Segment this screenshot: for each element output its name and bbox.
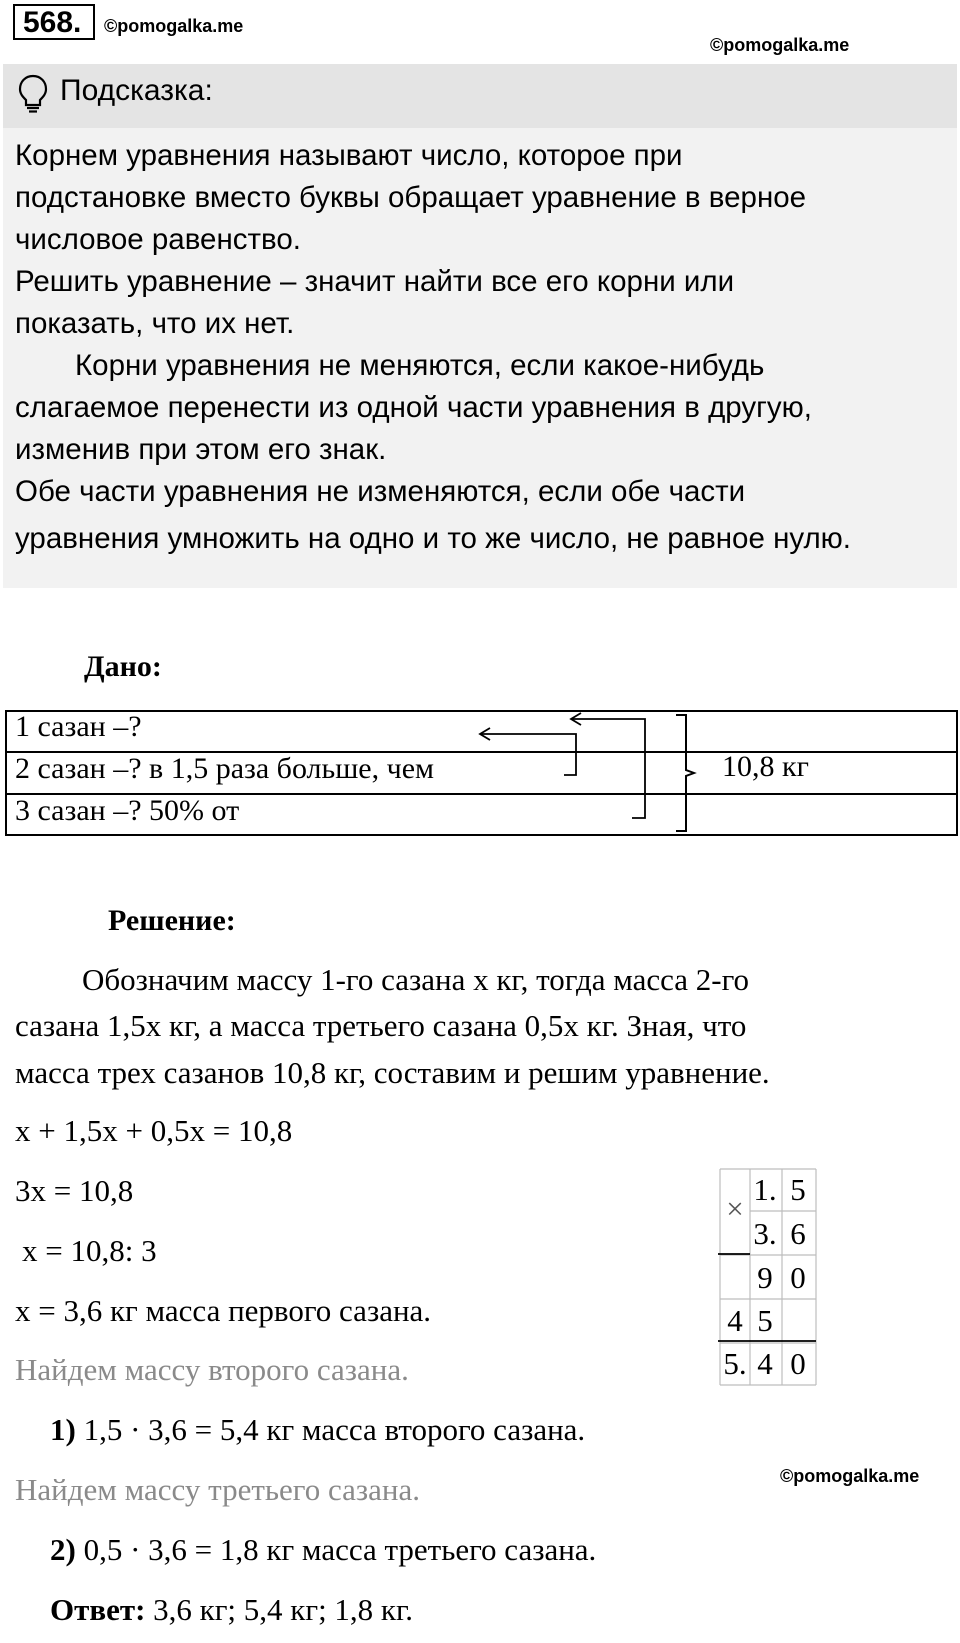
equation: 3x = 10,8 — [15, 1173, 134, 1208]
multiply-sign: × — [726, 1191, 744, 1226]
digit-cell: 5 — [790, 1172, 806, 1207]
digit-cell: 1. — [753, 1172, 777, 1207]
solution-paragraph-line: сазана 1,5x кг, а масса третьего сазана 0,5x кг. Зная, что — [15, 1008, 747, 1043]
step-number: 1) — [50, 1412, 76, 1447]
watermark: ©pomogalka.me — [710, 35, 850, 55]
solution-paragraph-line: Обозначим массу 1-го сазана x кг, тогда масса 2-го — [82, 962, 750, 997]
watermark: ©pomogalka.me — [780, 1466, 920, 1486]
equation: x = 10,8: 3 — [22, 1233, 157, 1268]
solution-title: Решение: — [108, 904, 236, 937]
digit-cell: 5. — [723, 1346, 747, 1381]
watermark: ©pomogalka.me — [104, 16, 244, 36]
hint-line: показать, что их нет. — [15, 307, 295, 340]
hint-line: слагаемое перенести из одной части уравнения в другую, — [15, 391, 812, 424]
answer-text: 3,6 кг; 5,4 кг; 1,8 кг. — [153, 1592, 413, 1627]
given-row: 3 сазан –? 50% от — [15, 794, 240, 827]
step-caption: Найдем массу третьего сазана. — [15, 1472, 420, 1507]
task-number: 568. — [13, 4, 95, 40]
hint-line: изменив при этом его знак. — [15, 433, 387, 466]
answer-label: Ответ: — [50, 1592, 146, 1627]
hint-line: Решить уравнение – значит найти все его корни или — [15, 265, 735, 298]
hint-line: Корнем уравнения называют число, которое при — [15, 139, 683, 172]
given-row: 2 сазан –? в 1,5 раза больше, чем — [15, 752, 435, 785]
multiplication-grid — [718, 1167, 818, 1387]
step-caption: Найдем массу второго сазана. — [15, 1352, 409, 1387]
hint-line: числовое равенство. — [15, 223, 301, 256]
equation: x = 3,6 кг масса первого сазана. — [15, 1293, 432, 1328]
hint-line: Корни уравнения не меняются, если какое-нибудь — [75, 349, 765, 382]
digit-cell: 9 — [757, 1260, 773, 1295]
hint-line: Обе части уравнения не изменяются, если обе части — [15, 475, 746, 508]
given-row: 1 сазан –? — [15, 710, 142, 743]
digit-cell: 6 — [790, 1216, 806, 1251]
solution-paragraph-line: масса трех сазанов 10,8 кг, составим и решим уравнение. — [15, 1055, 770, 1090]
step-1 — [50, 1412, 585, 1448]
given-title: Дано: — [84, 650, 162, 683]
step-text: 0,5 · 3,6 = 1,8 кг масса третьего сазана. — [83, 1532, 597, 1567]
step-text: 1,5 · 3,6 = 5,4 кг масса второго сазана. — [83, 1412, 586, 1447]
step-2 — [50, 1532, 596, 1568]
digit-cell: 0 — [790, 1260, 806, 1295]
digit-cell: 4 — [757, 1346, 773, 1381]
total-mass: 10,8 кг — [722, 750, 809, 783]
digit-cell: 5 — [757, 1303, 773, 1338]
step-number: 2) — [50, 1532, 76, 1567]
hint-line: уравнения умножить на одно и то же число, не равное нулю. — [15, 522, 851, 555]
equation: x + 1,5x + 0,5x = 10,8 — [15, 1113, 293, 1148]
answer — [50, 1592, 413, 1628]
hint-title: Подсказка: — [60, 74, 213, 107]
digit-cell: 0 — [790, 1346, 806, 1381]
hint-line: подстановке вместо буквы обращает уравнение в верное — [15, 181, 807, 214]
digit-cell: 4 — [727, 1303, 743, 1338]
digit-cell: 3. — [753, 1216, 777, 1251]
lightbulb-icon — [17, 74, 49, 114]
